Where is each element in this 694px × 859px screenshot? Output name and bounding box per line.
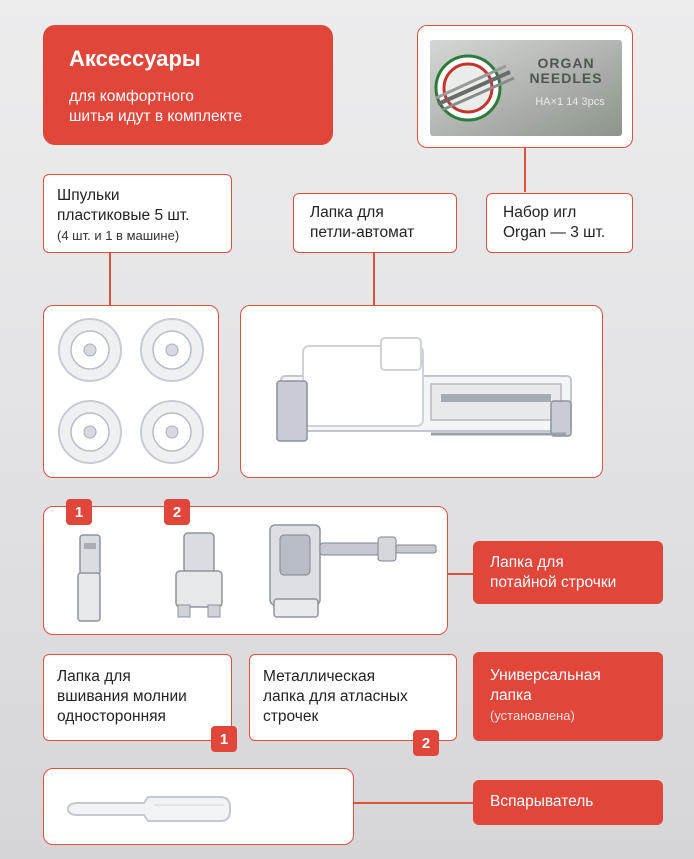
label-seam-ripper: Вспарыватель (473, 780, 663, 825)
badge-number-1: 1 (211, 726, 237, 752)
label-zipper-foot: Лапка для вшивания молнии односторонняя (43, 654, 232, 741)
connector-line (524, 148, 526, 192)
label-satin-foot: Металлическая лапка для атласных строчек (249, 654, 457, 741)
seam-ripper-card (43, 768, 354, 845)
page-subtitle: для комфортного шитья идут в комплекте (69, 88, 243, 125)
connector-line (109, 253, 111, 305)
presser-feet-card (43, 506, 448, 635)
connector-line (448, 573, 473, 575)
needle-pack-card (417, 25, 633, 148)
label-needles: Набор игл Organ — 3 шт. (486, 193, 633, 253)
bobbins-card (43, 305, 219, 478)
presser-feet-image (44, 507, 449, 636)
label-buttonhole-foot: Лапка для петли-автомат (293, 193, 457, 253)
buttonhole-foot-card (240, 305, 603, 478)
needle-pack-image (418, 26, 634, 149)
label-universal-foot: Универсальная лапка (установлена) (473, 652, 663, 741)
seam-ripper-image (44, 769, 355, 846)
needle-code-text: HA×1 14 3pcs (535, 96, 605, 108)
connector-line (373, 253, 375, 305)
badge-number-2: 2 (413, 730, 439, 756)
page-title: Аксессуары (69, 46, 201, 71)
label-bobbins: Шпульки пластиковые 5 шт. (4 шт. и 1 в машине) (43, 174, 232, 253)
needle-brand-text: ORGAN NEEDLES (529, 55, 603, 86)
bobbins-image (44, 306, 220, 479)
badge-number-1: 1 (66, 499, 92, 525)
badge-number-2: 2 (164, 499, 190, 525)
connector-line (354, 802, 473, 804)
buttonhole-foot-image (241, 306, 604, 479)
label-blind-stitch-foot: Лапка для потайной строчки (473, 541, 663, 604)
title-box (43, 25, 333, 145)
